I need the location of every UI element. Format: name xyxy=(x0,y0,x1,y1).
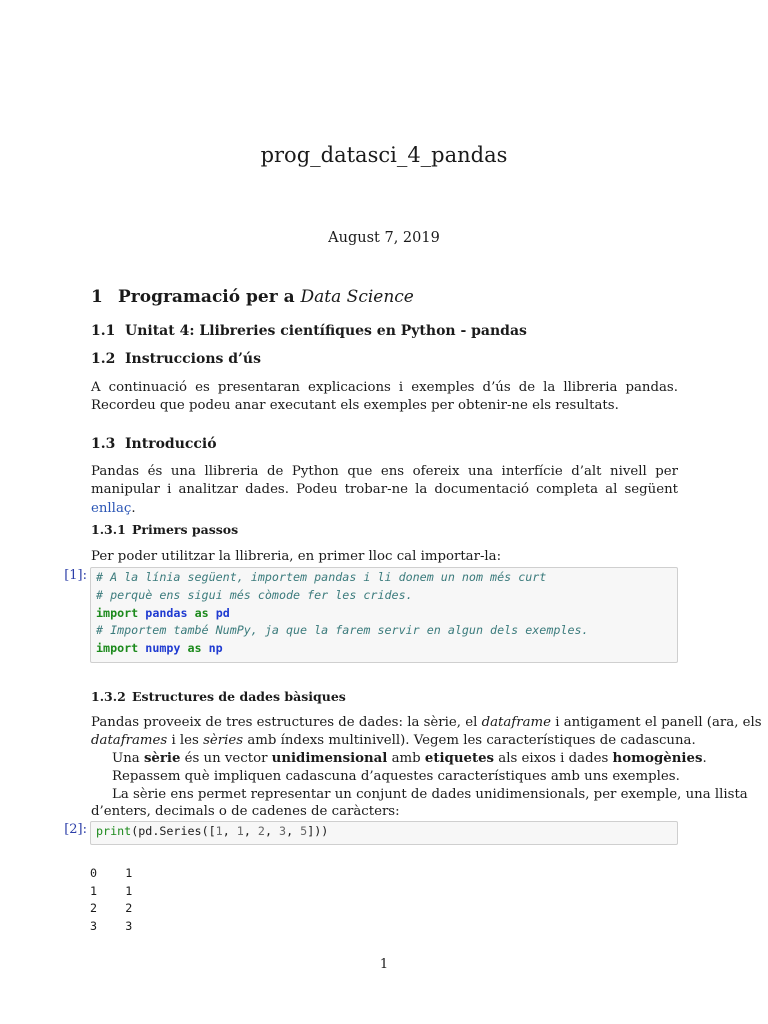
output-row xyxy=(90,918,132,936)
section-title: Instruccions d’ús xyxy=(125,351,261,367)
section-title: Unitat 4: Llibreries científiques en Python - pandas xyxy=(125,323,527,339)
code-number: 3 xyxy=(279,824,287,838)
code-number: 5 xyxy=(300,824,308,838)
code-keyword: import xyxy=(96,641,139,656)
paragraph-instructions: A continuació es presentaran explicacions i exemples d’ús de la llibreria pandas. Recordeu que podeu anar executant els exemples per obtenir-ne els resultats. xyxy=(91,380,678,414)
section-heading-1 xyxy=(91,287,414,307)
section-title-italic: Data Science xyxy=(300,287,414,307)
paragraph-line xyxy=(91,732,696,750)
text: Pandas proveeix de tres estructures de dades: la sèrie, el xyxy=(91,715,482,730)
paragraph-line xyxy=(91,714,762,732)
documentation-link[interactable]: enllaç xyxy=(91,500,132,516)
output-value: 1 xyxy=(125,866,133,880)
section-heading-1-1 xyxy=(91,323,527,339)
code-keyword: import xyxy=(96,605,139,620)
output-index: 2 xyxy=(90,901,98,915)
code-keyword: as xyxy=(194,605,209,620)
output-value: 3 xyxy=(125,918,133,933)
output-index: 3 xyxy=(90,918,98,933)
text: Una xyxy=(112,751,144,766)
paragraph-line: Repassem què impliquen cadascuna d’aquestes característiques amb uns exemples. xyxy=(112,769,680,784)
italic-text: dataframes xyxy=(91,733,168,748)
section-title: Introducció xyxy=(125,436,217,452)
code-block xyxy=(91,568,677,658)
bold-text: sèrie xyxy=(143,751,181,766)
code-keyword: as xyxy=(187,641,202,656)
text: amb xyxy=(387,751,425,766)
text: als eixos i dades xyxy=(494,751,613,766)
section-number: 1.2 xyxy=(91,351,116,367)
code-number: 2 xyxy=(257,824,265,838)
document-date: August 7, 2019 xyxy=(328,230,440,246)
section-title: Estructures de dades bàsiques xyxy=(132,689,346,704)
code-text: , xyxy=(264,824,280,838)
code-builtin: print xyxy=(96,824,132,838)
text: és un vector xyxy=(180,751,272,766)
text: . xyxy=(702,751,707,766)
code-text: , xyxy=(222,824,237,838)
section-heading-1-2 xyxy=(91,351,261,367)
code-module: pandas xyxy=(145,605,188,620)
code-cell[interactable] xyxy=(90,821,678,845)
output-row xyxy=(90,883,132,901)
cell-prompt: [2]: xyxy=(64,822,87,837)
section-number: 1 xyxy=(91,287,103,307)
section-title-plain: Programació per a xyxy=(118,287,301,307)
italic-text: dataframe xyxy=(481,715,551,730)
code-text: (pd xyxy=(131,824,153,838)
code-cell[interactable] xyxy=(90,567,678,663)
section-heading-1-3-1 xyxy=(91,522,238,537)
paragraph-line xyxy=(112,750,707,768)
code-text: ])) xyxy=(307,824,329,838)
code-comment: # perquè ens sigui més còmode fer les crides. xyxy=(96,587,413,602)
code-number: 1 xyxy=(236,824,244,838)
paragraph-line: d’enters, decimals o de cadenes de caràcters: xyxy=(91,804,400,819)
code-comment: # Importem també NumPy, ja que la farem servir en algun dels exemples. xyxy=(96,623,589,638)
code-alias: np xyxy=(208,641,223,656)
code-text: . xyxy=(152,824,160,838)
code-number: 1 xyxy=(215,824,223,838)
output-value: 1 xyxy=(125,883,133,898)
code-text: , xyxy=(243,824,258,838)
output-index: 0 xyxy=(90,866,98,880)
output-row xyxy=(90,865,132,883)
paragraph-introduction xyxy=(91,463,678,518)
paragraph-first-steps: Per poder utilitzar la llibreria, en primer lloc cal importar-la: xyxy=(91,549,502,564)
section-title: Primers passos xyxy=(132,522,239,537)
code-block xyxy=(91,822,677,841)
output-index: 1 xyxy=(90,883,98,898)
section-number: 1.3.1 xyxy=(91,522,126,537)
output-value: 2 xyxy=(125,901,133,915)
cell-output xyxy=(90,865,132,935)
section-number: 1.3 xyxy=(91,436,116,452)
code-alias: pd xyxy=(215,605,230,620)
cell-prompt: [1]: xyxy=(64,568,87,583)
section-heading-1-3-2 xyxy=(91,689,346,704)
code-text: , xyxy=(286,824,301,838)
text: amb índexs multinivell). Vegem les característiques de cadascuna. xyxy=(243,733,696,748)
paragraph-line: La sèrie ens permet representar un conjunt de dades unidimensionals, per exemple, una llista xyxy=(112,787,748,802)
output-row xyxy=(90,900,132,918)
code-comment: # A la línia següent, importem pandas i li donem un nom més curt xyxy=(96,570,547,584)
italic-text: sèries xyxy=(203,733,244,748)
page-number: 1 xyxy=(379,957,389,972)
section-number: 1.1 xyxy=(91,323,116,339)
text: i les xyxy=(167,733,204,748)
bold-text: unidimensional xyxy=(271,751,388,766)
intro-text-end: . xyxy=(131,500,136,516)
code-module: numpy xyxy=(145,641,181,656)
section-number: 1.3.2 xyxy=(91,689,126,704)
section-heading-1-3 xyxy=(91,436,217,452)
intro-text: Pandas és una llibreria de Python que ens ofereix una interfície d’alt nivell per manipular i analitzar dades. Podeu trobar-ne la documentació completa al següent xyxy=(91,464,678,498)
code-text: Series([ xyxy=(159,824,216,838)
text: i antigament el panell (ara, els xyxy=(551,715,762,730)
bold-text: etiquetes xyxy=(424,751,495,766)
bold-text: homogènies xyxy=(612,751,703,766)
document-title: prog_datasci_4_pandas xyxy=(260,143,508,167)
